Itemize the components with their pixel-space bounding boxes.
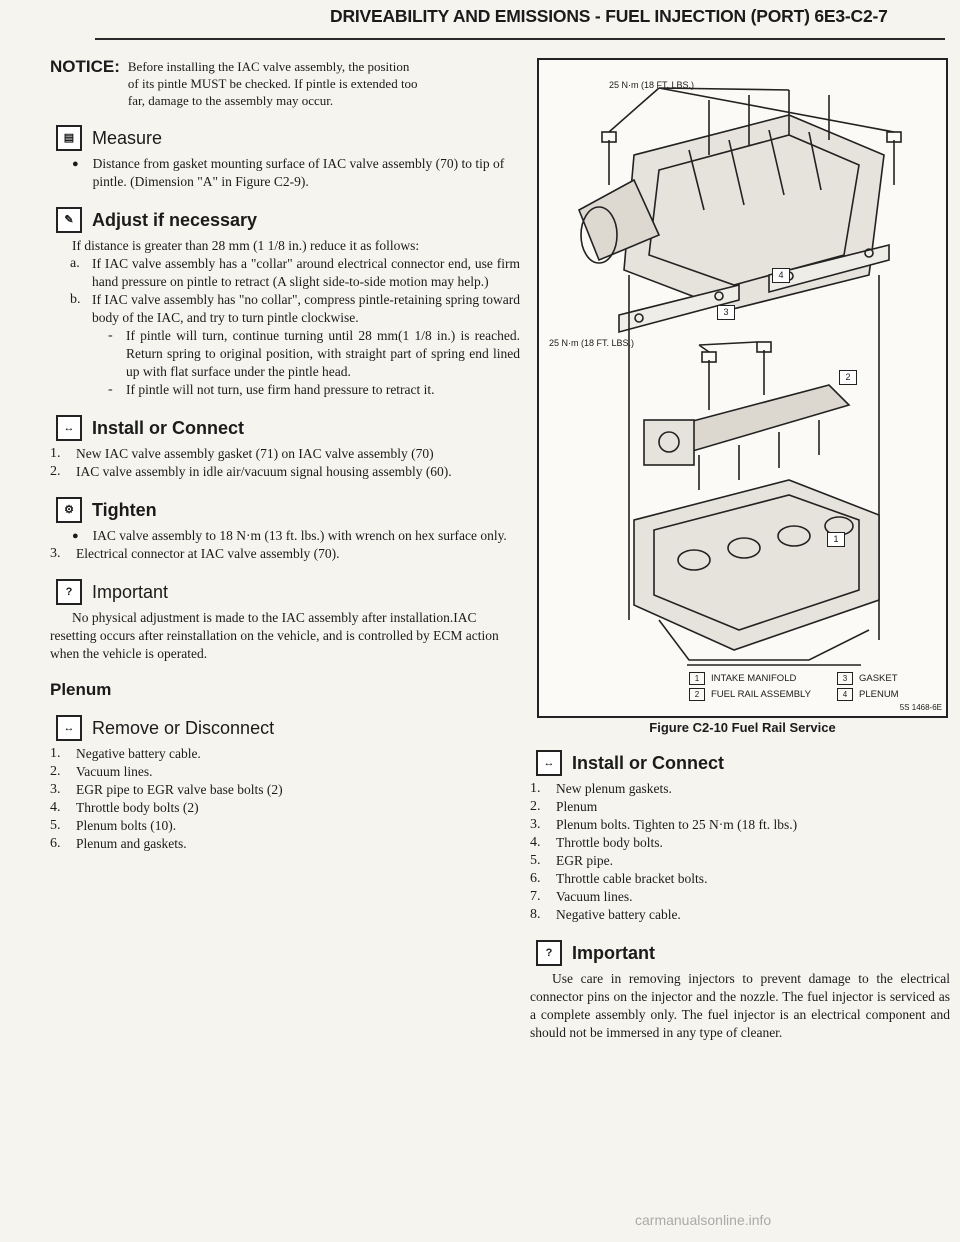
remove-item: 4. Throttle body bolts (2) [50,800,199,815]
right-install-item: 4. Throttle body bolts. [530,835,663,850]
adjust-heading [56,207,520,233]
right-install-item: 8. Negative battery cable. [530,907,681,922]
question-mark-icon: ? [536,940,562,966]
install-item-1: 1. New IAC valve assembly gasket (71) on IAC valve assembly (70) [50,446,434,461]
adjust-dash-1: - If pintle will turn, continue turning until 28 mm(1 1/8 in.) is reached. Return spring to original position, with straight part of spring end lined up with flat surface under the pintle head. [108,328,520,379]
figure-legend: 1 INTAKE MANIFOLD 3 GASKET 2 FUEL RAIL ASSEMBLY 4 PLENUM [689,672,899,704]
right-install-item: 7. Vacuum lines. [530,889,633,904]
adjust-intro: If distance is greater than 28 mm (1 1/8 in.) reduce it as follows: [72,238,420,253]
tighten-bullet: ● IAC valve assembly to 18 N·m (13 ft. lbs.) with wrench on hex surface only. [72,528,507,543]
install-item-2: 2. IAC valve assembly in idle air/vacuum signal housing assembly (60). [50,464,452,479]
pencil-icon: ✎ [56,207,82,233]
disconnect-arrows-icon: ↔ [56,715,82,741]
connect-arrows-icon: ↔ [56,415,82,441]
bullet-icon: ● [72,158,79,170]
remove-heading [56,715,520,741]
fuel-rail-figure [537,58,948,718]
figure-id: 5S 1468-6E [899,703,942,712]
tighten-heading [56,497,520,523]
right-column [530,750,950,1042]
notice [50,58,520,109]
left-column [50,58,520,853]
notice-text: Before installing the IAC valve assembly, the position of its pintle MUST be checked. If pintle is extended too far, damage to the assembly may occur. [127,59,418,108]
adjust-step-b: b. If IAC valve assembly has "no collar", compress pintle-retaining spring toward body of the IAC, and try to turn pintle clockwise. [70,292,520,325]
important-text: No physical adjustment is made to the IAC assembly after installation.IAC resetting occurs after reinstallation on the vehicle, and is controlled by ECM action when the vehicle is operated. [50,610,499,661]
right-important-heading [536,940,950,966]
notice-label: NOTICE: [50,57,120,76]
measure-heading [56,125,520,151]
right-install-item: 2. Plenum [530,799,598,814]
right-important-title: Important [572,943,655,963]
remove-title: Remove or Disconnect [92,718,275,738]
remove-item: 1. Negative battery cable. [50,746,201,761]
bullet-icon: ● [72,530,79,542]
tighten-item-3: 3. Electrical connector at IAC valve assembly (70). [50,546,340,561]
remove-item: 3. EGR pipe to EGR valve base bolts (2) [50,782,283,797]
right-important-text: Use care in removing injectors to prevent damage to the electrical connector pins on the injector and the nozzle. The fuel injector is serviced as a complete assembly only. The fuel injector is an electrical component and should not be immersed in any type of cleaner. [530,971,950,1040]
remove-item: 6. Plenum and gaskets. [50,836,187,851]
ruler-icon: ▤ [56,125,82,151]
tighten-title: Tighten [92,500,157,520]
right-install-item: 6. Throttle cable bracket bolts. [530,871,708,886]
torque-label-mid: 25 N·m (18 FT. LBS.) [549,338,635,348]
remove-item: 5. Plenum bolts (10). [50,818,177,833]
question-mark-icon: ? [56,579,82,605]
measure-title: Measure [92,128,163,148]
callout-4: 4 [772,268,790,283]
install-title: Install or Connect [92,418,245,438]
measure-bullet: ● Distance from gasket mounting surface of IAC valve assembly (70) to tip of pintle. (Dimension "A" in Figure C2-9). [72,156,505,189]
adjust-dash-2: - If pintle will not turn, use firm hand pressure to retract it. [108,382,435,397]
torque-label-top: 25 N·m (18 FT. LBS.) [609,80,695,90]
callout-3: 3 [717,305,735,320]
right-install-title: Install or Connect [572,753,725,773]
page-header: DRIVEABILITY AND EMISSIONS - FUEL INJECTION (PORT) 6E3-C2-7 [330,6,888,26]
right-install-item: 1. New plenum gaskets. [530,781,672,796]
right-install-item: 3. Plenum bolts. Tighten to 25 N·m (18 ft. lbs.) [530,817,798,832]
wrench-icon: ⚙ [56,497,82,523]
install-heading [56,415,520,441]
connect-arrows-icon: ↔ [536,750,562,776]
watermark: carmanualsonline.info [635,1212,772,1228]
important-heading [56,579,520,605]
callout-1: 1 [827,532,845,547]
adjust-step-a: a. If IAC valve assembly has a "collar" around electrical connector end, use firm hand pressure on pintle to retract (A slight side-to-side motion may help.) [70,256,520,289]
right-install-heading [536,750,950,776]
fuel-rail-illustration [539,60,945,715]
figure-caption: Figure C2-10 Fuel Rail Service [649,720,836,735]
header-rule [95,38,945,40]
important-title: Important [92,582,169,602]
adjust-title: Adjust if necessary [92,210,258,230]
callout-2: 2 [839,370,857,385]
remove-item: 2. Vacuum lines. [50,764,153,779]
plenum-title: Plenum [50,680,112,699]
right-install-item: 5. EGR pipe. [530,853,613,868]
